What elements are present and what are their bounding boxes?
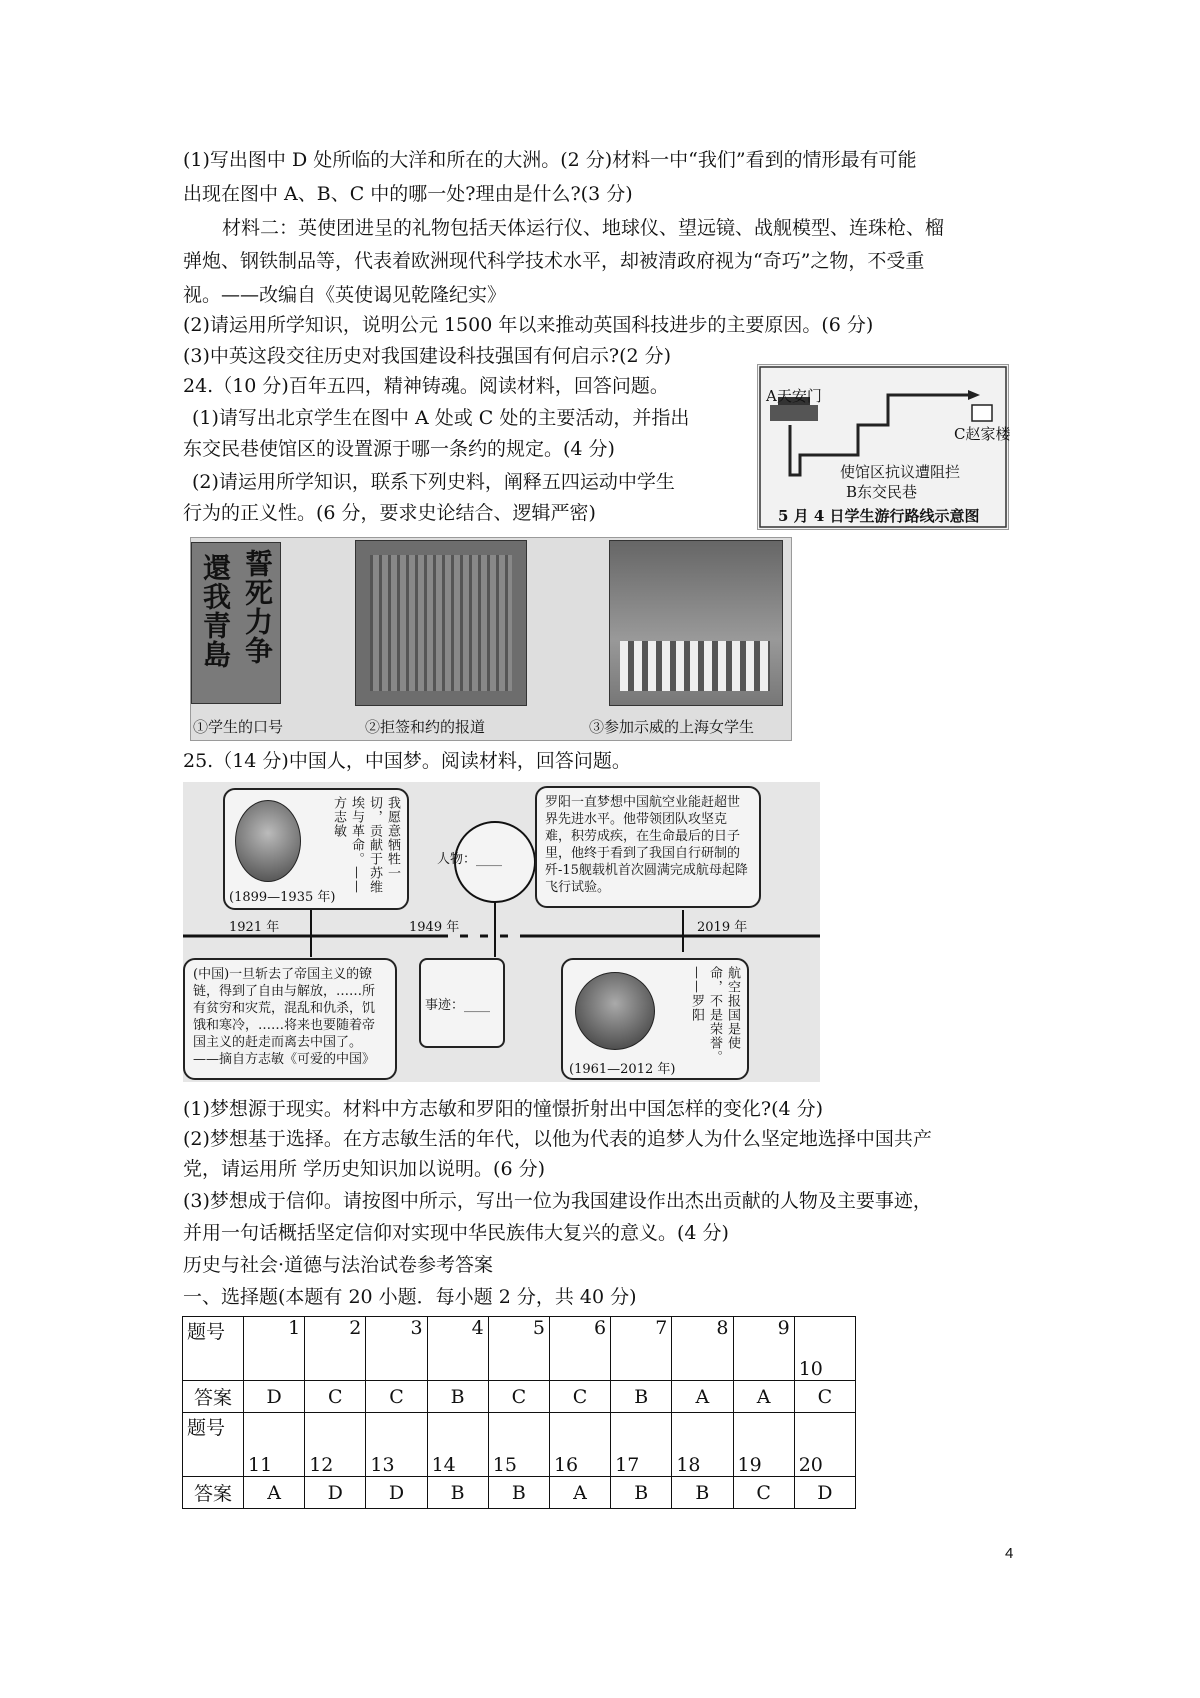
answer-cell: B bbox=[427, 1381, 488, 1413]
luo-story-box bbox=[535, 786, 761, 908]
number-cell: 12 bbox=[305, 1413, 366, 1477]
q24-title: 24.（10 分)百年五四，精神铸魂。阅读材料，回答问题。 bbox=[183, 375, 669, 397]
person-label: 人物：____ bbox=[437, 852, 503, 867]
table-row-answers-2 bbox=[183, 1477, 856, 1509]
fang-quote: 我愿意牺牲一切，贡献于苏维埃与革命。——方志敏 bbox=[331, 796, 400, 894]
q25-1: (1)梦想源于现实。材料中方志敏和罗阳的憧憬折射出中国怎样的变化?(4 分) bbox=[183, 1098, 824, 1120]
slogan-left: 還我青島 bbox=[199, 553, 232, 669]
deed-label: 事迹：____ bbox=[425, 998, 491, 1013]
material-2-line1: 材料二：英使团进呈的礼物包括天体运行仪、地球仪、望远镜、战舰模型、连珠枪、榴 bbox=[222, 217, 945, 239]
answer-cell: A bbox=[672, 1381, 733, 1413]
number-cell: 2 bbox=[305, 1317, 366, 1381]
answer-cell: C bbox=[366, 1381, 427, 1413]
answer-cell: B bbox=[611, 1381, 672, 1413]
map-label-block: 使馆区抗议遭阻拦 bbox=[840, 463, 961, 481]
q25-title: 25.（14 分)中国人，中国梦。阅读材料，回答问题。 bbox=[183, 750, 631, 772]
q24-1-line1: (1)请写出北京学生在图中 A 处或 C 处的主要活动，并指出 bbox=[192, 407, 690, 429]
number-cell: 5 bbox=[488, 1317, 549, 1381]
luo-story-text: 罗阳一直梦想中国航空业能赶超世界先进水平。他带领团队攻坚克难，积劳成疾，在生命最后的日子里，他终于看到了我国自行研制的歼-15舰载机首次圆满完成航母起降飞行试验。 bbox=[545, 795, 748, 895]
q25-3-line2: 并用一句话概括坚定信仰对实现中华民族伟大复兴的意义。(4 分) bbox=[183, 1222, 729, 1244]
number-cell: 20 bbox=[794, 1413, 855, 1477]
q23-3: (3)中英这段交往历史对我国建设科技强国有何启示?(2 分) bbox=[183, 345, 672, 367]
route-map-figure bbox=[757, 364, 1009, 530]
china-quote-box bbox=[183, 958, 397, 1080]
map-caption: 5 月 4 日学生游行路线示意图 bbox=[778, 507, 980, 525]
map-label-a: A天安门 bbox=[766, 387, 822, 405]
material-2-line2: 弹炮、钢铁制品等，代表着欧洲现代科学技术水平，却被清政府视为“奇巧”之物，不受重 bbox=[183, 250, 925, 272]
answer-cell: B bbox=[611, 1477, 672, 1509]
deed-box bbox=[419, 958, 505, 1048]
q24-2-line2: 行为的正义性。(6 分，要求史论结合、逻辑严密) bbox=[183, 502, 596, 524]
year-2019: 2019 年 bbox=[697, 920, 748, 935]
answer-cell: B bbox=[672, 1477, 733, 1509]
answer-cell: D bbox=[244, 1381, 305, 1413]
luo-years: (1961—2012 年) bbox=[569, 1062, 676, 1077]
number-cell: 8 bbox=[672, 1317, 733, 1381]
newspaper-image bbox=[355, 540, 527, 706]
answer-cell: C bbox=[794, 1381, 855, 1413]
number-cell: 10 bbox=[794, 1317, 855, 1381]
answer-cell: D bbox=[366, 1477, 427, 1509]
year-1921: 1921 年 bbox=[229, 920, 280, 935]
answer-cell: B bbox=[427, 1477, 488, 1509]
number-cell: 1 bbox=[244, 1317, 305, 1381]
number-cell: 19 bbox=[733, 1413, 794, 1477]
photo-caption-3: ③参加示威的上海女学生 bbox=[589, 718, 755, 736]
answer-cell: C bbox=[488, 1381, 549, 1413]
year-1949: 1949 年 bbox=[409, 920, 460, 935]
fang-box bbox=[223, 788, 409, 910]
answer-cell: D bbox=[794, 1477, 855, 1509]
fang-years: (1899—1935 年) bbox=[229, 890, 336, 905]
q24-1-line2: 东交民巷使馆区的设置源于哪一条约的规定。(4 分) bbox=[183, 438, 615, 460]
number-cell: 6 bbox=[549, 1317, 610, 1381]
china-quote-text: (中国)一旦斩去了帝国主义的镣链，得到了自由与解放，……所有贫穷和灾荒，混乱和仇杀，饥饿和寒冷，……将来也要随着帝国主义的赶走而离去中国了。——摘自方志敏《可爱的中国》 bbox=[193, 967, 376, 1067]
answer-cell: A bbox=[244, 1477, 305, 1509]
answer-cell: C bbox=[733, 1477, 794, 1509]
q23-1-line1: (1)写出图中 D 处所临的大洋和所在的大洲。(2 分)材料一中“我们”看到的情形最有可能 bbox=[183, 149, 917, 171]
q25-3-line1: (3)梦想成于信仰。请按图中所示，写出一位为我国建设作出杰出贡献的人物及主要事迹， bbox=[183, 1190, 932, 1212]
q25-2-line1: (2)梦想基于选择。在方志敏生活的年代，以他为代表的追梦人为什么坚定地选择中国共产 bbox=[183, 1128, 932, 1150]
fang-portrait bbox=[235, 800, 301, 882]
protest-photo bbox=[609, 540, 783, 706]
q24-2-line1: (2)请运用所学知识，联系下列史料，阐释五四运动中学生 bbox=[192, 471, 675, 493]
slogan-right: 誓死力争 bbox=[241, 549, 274, 665]
number-cell: 7 bbox=[611, 1317, 672, 1381]
timeline-figure bbox=[183, 782, 820, 1082]
number-cell: 17 bbox=[611, 1413, 672, 1477]
material-2-line3: 视。——改编自《英使谒见乾隆纪实》 bbox=[183, 284, 507, 306]
table-row-numbers-2 bbox=[183, 1413, 856, 1477]
map-label-b: B东交民巷 bbox=[846, 483, 918, 501]
luo-quote: 航空报国是使命，不是荣誉。——罗阳 bbox=[689, 966, 740, 1064]
number-cell: 13 bbox=[366, 1413, 427, 1477]
answer-cell: B bbox=[488, 1477, 549, 1509]
number-cell: 4 bbox=[427, 1317, 488, 1381]
map-label-c: C赵家楼 bbox=[954, 425, 1011, 443]
answer-cell: D bbox=[305, 1477, 366, 1509]
number-cell: 14 bbox=[427, 1413, 488, 1477]
answer-title: 历史与社会·道德与法治试卷参考答案 bbox=[183, 1254, 494, 1276]
photo-caption-2: ②拒签和约的报道 bbox=[365, 718, 486, 736]
header-cell: 答案 bbox=[183, 1477, 244, 1509]
luo-portrait bbox=[575, 972, 655, 1050]
header-cell: 答案 bbox=[183, 1381, 244, 1413]
header-cell: 题号 bbox=[183, 1317, 244, 1381]
answer-cell: A bbox=[549, 1477, 610, 1509]
answer-table bbox=[182, 1316, 856, 1509]
luo-box bbox=[561, 958, 749, 1080]
number-cell: 9 bbox=[733, 1317, 794, 1381]
may4-photo-strip bbox=[190, 537, 792, 741]
answer-subtitle: 一、选择题(本题有 20 小题．每小题 2 分，共 40 分) bbox=[183, 1286, 637, 1308]
answer-cell: A bbox=[733, 1381, 794, 1413]
page-number: 4 bbox=[1005, 1545, 1014, 1562]
q25-2-line2: 党，请运用所 学历史知识加以说明。(6 分) bbox=[183, 1158, 545, 1180]
students-row bbox=[620, 641, 770, 691]
number-cell: 18 bbox=[672, 1413, 733, 1477]
answer-cell: C bbox=[549, 1381, 610, 1413]
q23-1-line2: 出现在图中 A、B、C 中的哪一处?理由是什么?(3 分) bbox=[183, 183, 633, 205]
number-cell: 15 bbox=[488, 1413, 549, 1477]
number-cell: 3 bbox=[366, 1317, 427, 1381]
answer-cell: C bbox=[305, 1381, 366, 1413]
q23-2: (2)请运用所学知识，说明公元 1500 年以来推动英国科技进步的主要原因。(6 分) bbox=[183, 314, 874, 336]
slogan-image bbox=[191, 542, 281, 704]
number-cell: 16 bbox=[549, 1413, 610, 1477]
number-cell: 11 bbox=[244, 1413, 305, 1477]
photo-caption-1: ①学生的口号 bbox=[193, 718, 284, 736]
table-row-answers-1 bbox=[183, 1381, 856, 1413]
newspaper-text-texture bbox=[370, 555, 512, 691]
table-row-numbers-1 bbox=[183, 1317, 856, 1381]
header-cell: 题号 bbox=[183, 1413, 244, 1477]
